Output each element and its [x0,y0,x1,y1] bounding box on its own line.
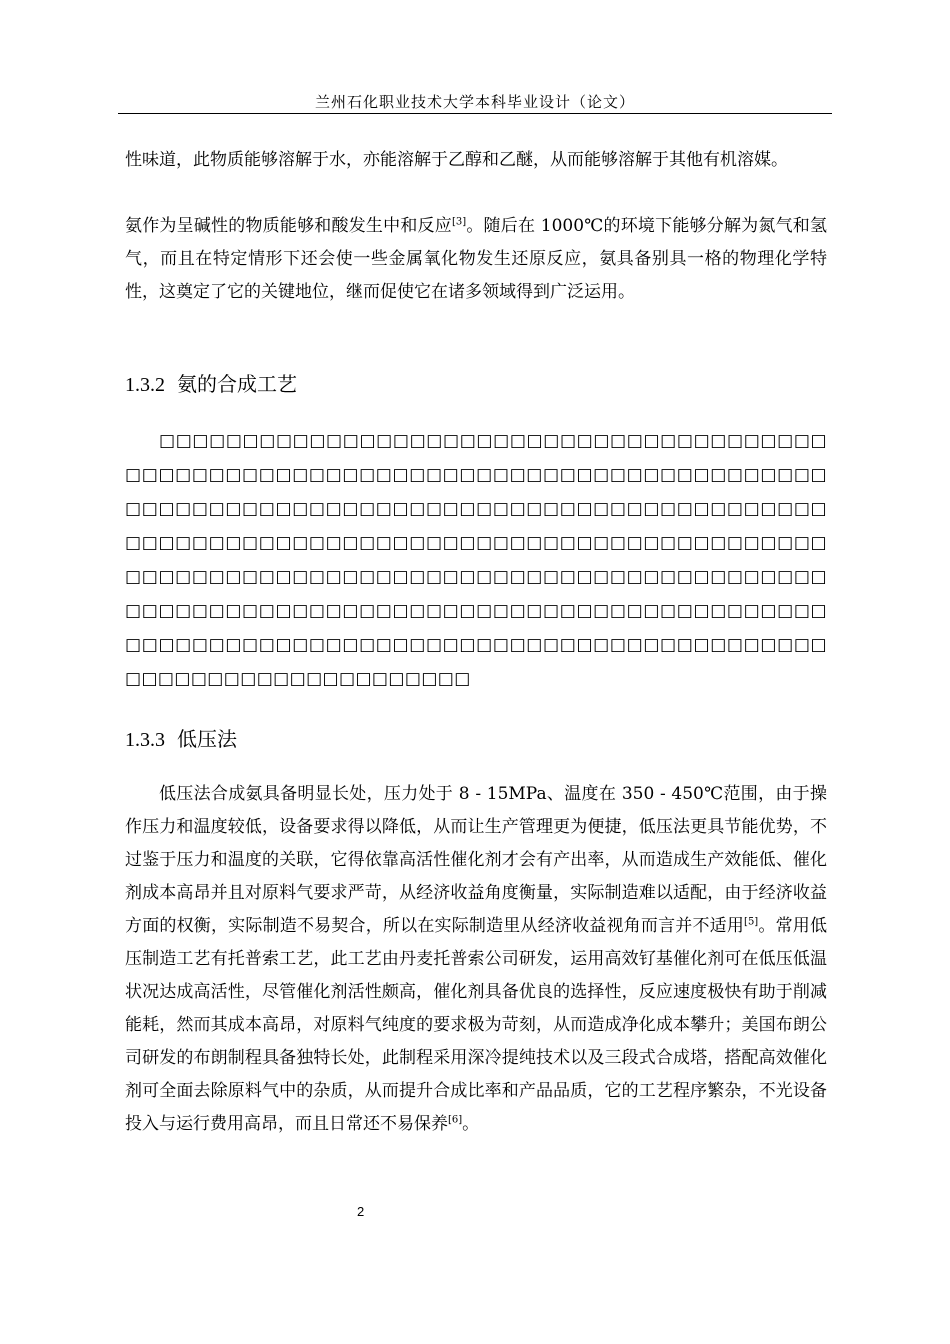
paragraph-low-pressure [125,778,827,1141]
running-header: 兰州石化职业技术大学本科毕业设计（论文） [314,93,635,111]
page-number: 2 [357,1204,365,1219]
paragraph-text: 。 [462,1114,480,1134]
paragraph-text: 低压法合成氨具备明显长处，压力处于 8 - 15MPa、温度在 350 - 450℃范围，由于操作压力和温度较低，设备要求得以降低，从而让生产管理更为便捷，低压法更具节能优势，不过鉴于压力和温度的关联，它得依靠高活性催化剂才会有产出率，从而造成生产效能低、催化剂成本高昂并且对原料气要求严苛，从经济收益角度衡量，实际制造难以适配，由于经济收益方面的权衡，实际制造不易契合，所以在实际制造里从经济收益视角而言并不适用 [125,784,827,936]
citation-ref: [6] [448,1114,463,1126]
header-rule [118,113,832,114]
paragraph-text: 。常用低压制造工艺有托普索工艺，此工艺由丹麦托普索公司研发，运用高效钌基催化剂可在低压低温状况达成高活性，尽管催化剂活性颇高，催化剂具备优良的选择性，反应速度极快有助于削减能耗，然而其成本高昂，对原料气纯度的要求极为苛刻，从而造成净化成本攀升；美国布朗公司研发的布朗制程具备独特长处，此制程采用深冷提纯技术以及三段式合成塔，搭配高效催化剂可全面去除原料气中的杂质，从而提升合成比率和产品品质，它的工艺程序繁杂，不光设备投入与运行费用高昂，而且日常还不易保养 [125,916,828,1134]
paragraph-missing-glyphs: □□□□□□□□□□□□□□□□□□□□□□□□□□□□□□□□□□□□□□□□□□□□□□□□□□□□□□□□□□□□□□□□□□□□□□□□□□□□□□□□□□□□□□□□□□□□□□□□□□□□□□□□□□□□□□□□□□□□□□□□□□□□□□□□□□□□□□□□□□□□□□□□□□□□□□□□□□□□□□□□□□□□□□□□□□□□□□□□□□□□□□□□□□□□□□□□□□□□□□□□□□□□□□□□□□□□□□□□□□□□□□□□□□□□□□□□□□□□□□□□□□□□□□□□□□□□□□□□□□□□□□□□□□□□□□□□□□□□□□□□□□□□□□□□□□□□□□□□□□□□□□□□□□□□□□□□□ [125,431,827,689]
section-heading-synthesis [125,370,297,399]
section-title: 氨的合成工艺 [177,372,297,396]
section-number: 1.3.2 [125,374,165,396]
citation-ref: [5] [744,916,759,928]
section-number: 1.3.3 [125,729,165,751]
paragraph-ammonia-properties [125,210,827,309]
section-heading-low-pressure [125,725,237,754]
paragraph-text: 氨作为呈碱性的物质能够和酸发生中和反应 [125,216,452,236]
citation-ref: [3] [451,216,467,228]
paragraph-text: 。随后在 1000℃的环境下能够分解为氮气和氢气，而且在特定情形下还会使一些金属氧化物发生还原反应，氨具备别具一格的物理化学特性，这奠定了它的关键地位，继而促使它在诸多领域得到广泛运用。 [125,216,827,302]
section-title: 低压法 [177,727,237,751]
paragraph-solubility: 性味道，此物质能够溶解于水，亦能溶解于乙醇和乙醚，从而能够溶解于其他有机溶媒。 [125,150,788,170]
